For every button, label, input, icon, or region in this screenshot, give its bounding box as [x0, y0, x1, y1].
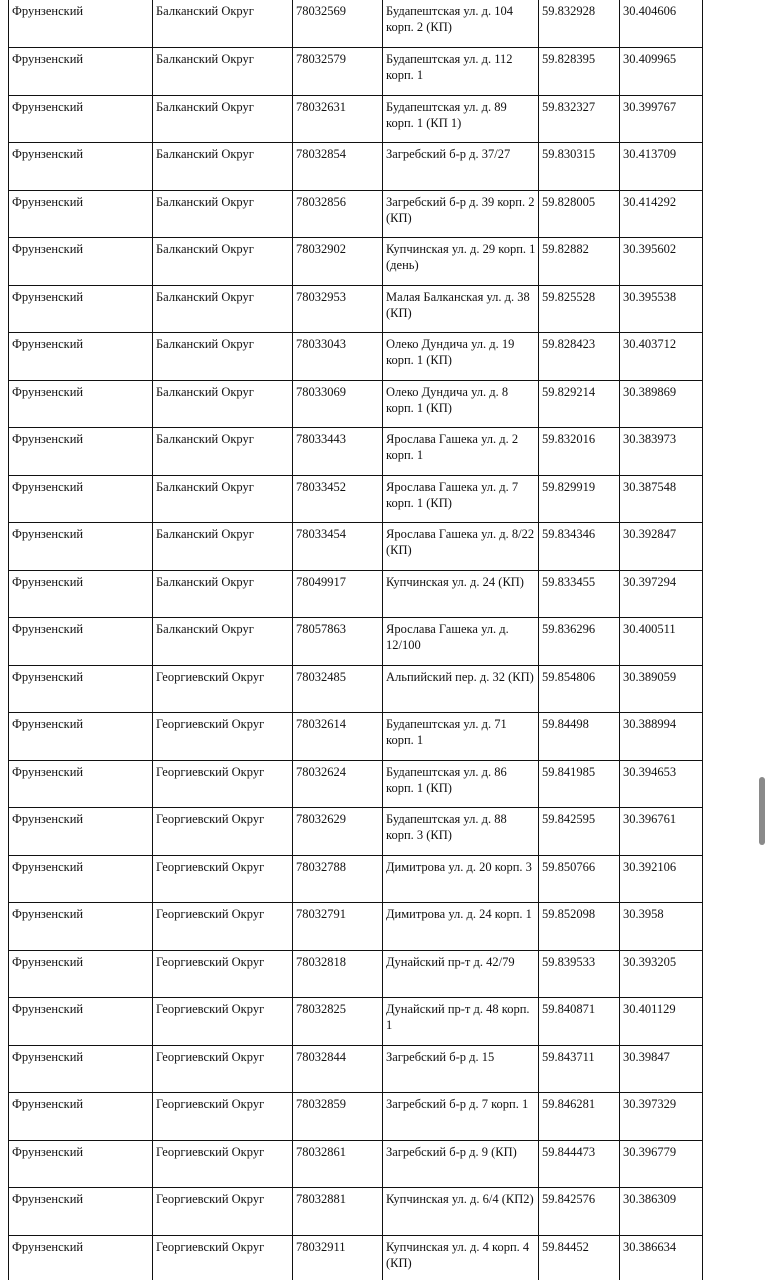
longitude-cell: 30.395602: [620, 238, 703, 286]
table-row: [9, 998, 703, 1046]
table-row: [9, 238, 703, 286]
id-cell: 78032631: [293, 95, 383, 143]
district-cell: Фрунзенский: [9, 523, 153, 571]
latitude-cell: 59.850766: [539, 855, 620, 903]
okrug-cell: Георгиевский Округ: [153, 998, 293, 1046]
id-cell: 78032902: [293, 238, 383, 286]
longitude-cell: 30.389059: [620, 665, 703, 713]
table-row: [9, 808, 703, 856]
okrug-cell: Георгиевский Округ: [153, 1093, 293, 1141]
district-cell: Фрунзенский: [9, 950, 153, 998]
district-cell: Фрунзенский: [9, 665, 153, 713]
longitude-cell: 30.392847: [620, 523, 703, 571]
okrug-cell: Георгиевский Округ: [153, 1235, 293, 1280]
id-cell: 78032861: [293, 1140, 383, 1188]
id-cell: 78032485: [293, 665, 383, 713]
latitude-cell: 59.828423: [539, 333, 620, 381]
longitude-cell: 30.397329: [620, 1093, 703, 1141]
table-row: [9, 143, 703, 191]
address-cell: Будапештская ул. д. 104 корп. 2 (КП): [383, 0, 539, 48]
district-cell: Фрунзенский: [9, 760, 153, 808]
latitude-cell: 59.841985: [539, 760, 620, 808]
longitude-cell: 30.389869: [620, 380, 703, 428]
latitude-cell: 59.844473: [539, 1140, 620, 1188]
address-cell: Дунайский пр-т д. 42/79: [383, 950, 539, 998]
okrug-cell: Балканский Округ: [153, 190, 293, 238]
district-cell: Фрунзенский: [9, 285, 153, 333]
district-cell: Фрунзенский: [9, 428, 153, 476]
longitude-cell: 30.392106: [620, 855, 703, 903]
district-cell: Фрунзенский: [9, 48, 153, 96]
longitude-cell: 30.400511: [620, 618, 703, 666]
address-cell: Будапештская ул. д. 88 корп. 3 (КП): [383, 808, 539, 856]
id-cell: 78032629: [293, 808, 383, 856]
district-cell: Фрунзенский: [9, 998, 153, 1046]
address-cell: Ярослава Гашека ул. д. 8/22 (КП): [383, 523, 539, 571]
district-cell: Фрунзенский: [9, 475, 153, 523]
longitude-cell: 30.401129: [620, 998, 703, 1046]
table-row: [9, 190, 703, 238]
latitude-cell: 59.833455: [539, 570, 620, 618]
id-cell: 78032624: [293, 760, 383, 808]
id-cell: 78049917: [293, 570, 383, 618]
district-cell: Фрунзенский: [9, 713, 153, 761]
longitude-cell: 30.395538: [620, 285, 703, 333]
okrug-cell: Георгиевский Округ: [153, 855, 293, 903]
address-cell: Альпийский пер. д. 32 (КП): [383, 665, 539, 713]
address-cell: Дунайский пр-т д. 48 корп. 1: [383, 998, 539, 1046]
id-cell: 78032854: [293, 143, 383, 191]
table-row: [9, 1093, 703, 1141]
longitude-cell: 30.383973: [620, 428, 703, 476]
latitude-cell: 59.842595: [539, 808, 620, 856]
longitude-cell: 30.404606: [620, 0, 703, 48]
okrug-cell: Балканский Округ: [153, 285, 293, 333]
id-cell: 78032859: [293, 1093, 383, 1141]
district-cell: Фрунзенский: [9, 190, 153, 238]
table-row: [9, 48, 703, 96]
longitude-cell: 30.409965: [620, 48, 703, 96]
table-row: [9, 713, 703, 761]
latitude-cell: 59.830315: [539, 143, 620, 191]
okrug-cell: Балканский Округ: [153, 475, 293, 523]
table-row: [9, 333, 703, 381]
latitude-cell: 59.839533: [539, 950, 620, 998]
table-body: [9, 0, 703, 1280]
latitude-cell: 59.843711: [539, 1045, 620, 1093]
id-cell: 78032791: [293, 903, 383, 951]
table-row: [9, 428, 703, 476]
okrug-cell: Балканский Округ: [153, 238, 293, 286]
longitude-cell: 30.387548: [620, 475, 703, 523]
id-cell: 78032825: [293, 998, 383, 1046]
address-cell: Купчинская ул. д. 24 (КП): [383, 570, 539, 618]
latitude-cell: 59.828005: [539, 190, 620, 238]
longitude-cell: 30.386634: [620, 1235, 703, 1280]
address-cell: Будапештская ул. д. 112 корп. 1: [383, 48, 539, 96]
longitude-cell: 30.386309: [620, 1188, 703, 1236]
table-row: [9, 950, 703, 998]
id-cell: 78032881: [293, 1188, 383, 1236]
latitude-cell: 59.834346: [539, 523, 620, 571]
okrug-cell: Балканский Округ: [153, 618, 293, 666]
table-row: [9, 380, 703, 428]
okrug-cell: Балканский Округ: [153, 428, 293, 476]
longitude-cell: 30.397294: [620, 570, 703, 618]
latitude-cell: 59.840871: [539, 998, 620, 1046]
latitude-cell: 59.842576: [539, 1188, 620, 1236]
table-row: [9, 903, 703, 951]
id-cell: 78032614: [293, 713, 383, 761]
address-cell: Ярослава Гашека ул. д. 7 корп. 1 (КП): [383, 475, 539, 523]
address-cell: Будапештская ул. д. 71 корп. 1: [383, 713, 539, 761]
address-cell: Малая Балканская ул. д. 38 (КП): [383, 285, 539, 333]
address-cell: Ярослава Гашека ул. д. 12/100: [383, 618, 539, 666]
okrug-cell: Балканский Округ: [153, 95, 293, 143]
table-row: [9, 760, 703, 808]
id-cell: 78032844: [293, 1045, 383, 1093]
latitude-cell: 59.854806: [539, 665, 620, 713]
id-cell: 78033069: [293, 380, 383, 428]
table-row: [9, 1045, 703, 1093]
okrug-cell: Балканский Округ: [153, 333, 293, 381]
table-row: [9, 618, 703, 666]
table-row: [9, 855, 703, 903]
address-cell: Загребский б-р д. 15: [383, 1045, 539, 1093]
table-row: [9, 285, 703, 333]
id-cell: 78033452: [293, 475, 383, 523]
district-cell: Фрунзенский: [9, 903, 153, 951]
district-cell: Фрунзенский: [9, 618, 153, 666]
table-row: [9, 1235, 703, 1280]
okrug-cell: Георгиевский Округ: [153, 1045, 293, 1093]
address-cell: Купчинская ул. д. 6/4 (КП2): [383, 1188, 539, 1236]
latitude-cell: 59.832928: [539, 0, 620, 48]
okrug-cell: Балканский Округ: [153, 570, 293, 618]
district-cell: Фрунзенский: [9, 0, 153, 48]
okrug-cell: Балканский Округ: [153, 523, 293, 571]
longitude-cell: 30.388994: [620, 713, 703, 761]
address-cell: Ярослава Гашека ул. д. 2 корп. 1: [383, 428, 539, 476]
id-cell: 78033043: [293, 333, 383, 381]
okrug-cell: Георгиевский Округ: [153, 713, 293, 761]
id-cell: 78032856: [293, 190, 383, 238]
address-cell: Загребский б-р д. 39 корп. 2 (КП): [383, 190, 539, 238]
latitude-cell: 59.836296: [539, 618, 620, 666]
district-cell: Фрунзенский: [9, 1188, 153, 1236]
table-row: [9, 95, 703, 143]
district-cell: Фрунзенский: [9, 95, 153, 143]
okrug-cell: Георгиевский Округ: [153, 760, 293, 808]
table-row: [9, 570, 703, 618]
latitude-cell: 59.828395: [539, 48, 620, 96]
okrug-cell: Балканский Округ: [153, 0, 293, 48]
longitude-cell: 30.396779: [620, 1140, 703, 1188]
latitude-cell: 59.852098: [539, 903, 620, 951]
okrug-cell: Георгиевский Округ: [153, 950, 293, 998]
district-cell: Фрунзенский: [9, 855, 153, 903]
latitude-cell: 59.829919: [539, 475, 620, 523]
longitude-cell: 30.403712: [620, 333, 703, 381]
table-row: [9, 475, 703, 523]
district-cell: Фрунзенский: [9, 570, 153, 618]
address-cell: Загребский б-р д. 37/27: [383, 143, 539, 191]
longitude-cell: 30.39847: [620, 1045, 703, 1093]
longitude-cell: 30.3958: [620, 903, 703, 951]
district-cell: Фрунзенский: [9, 143, 153, 191]
okrug-cell: Балканский Округ: [153, 380, 293, 428]
address-cell: Будапештская ул. д. 89 корп. 1 (КП 1): [383, 95, 539, 143]
address-cell: Олеко Дундича ул. д. 19 корп. 1 (КП): [383, 333, 539, 381]
longitude-cell: 30.414292: [620, 190, 703, 238]
longitude-cell: 30.399767: [620, 95, 703, 143]
table-row: [9, 1140, 703, 1188]
vertical-scrollbar[interactable]: [759, 777, 765, 845]
district-cell: Фрунзенский: [9, 333, 153, 381]
district-cell: Фрунзенский: [9, 1045, 153, 1093]
district-cell: Фрунзенский: [9, 1235, 153, 1280]
id-cell: 78033454: [293, 523, 383, 571]
okrug-cell: Балканский Округ: [153, 48, 293, 96]
address-cell: Олеко Дундича ул. д. 8 корп. 1 (КП): [383, 380, 539, 428]
id-cell: 78032569: [293, 0, 383, 48]
okrug-cell: Балканский Округ: [153, 143, 293, 191]
longitude-cell: 30.413709: [620, 143, 703, 191]
district-cell: Фрунзенский: [9, 238, 153, 286]
address-cell: Купчинская ул. д. 29 корп. 1 (день): [383, 238, 539, 286]
table-row: [9, 665, 703, 713]
latitude-cell: 59.832327: [539, 95, 620, 143]
address-table: [8, 0, 703, 1280]
district-cell: Фрунзенский: [9, 1093, 153, 1141]
address-cell: Загребский б-р д. 7 корп. 1: [383, 1093, 539, 1141]
longitude-cell: 30.396761: [620, 808, 703, 856]
longitude-cell: 30.393205: [620, 950, 703, 998]
address-cell: Загребский б-р д. 9 (КП): [383, 1140, 539, 1188]
id-cell: 78032953: [293, 285, 383, 333]
latitude-cell: 59.832016: [539, 428, 620, 476]
address-cell: Будапештская ул. д. 86 корп. 1 (КП): [383, 760, 539, 808]
okrug-cell: Георгиевский Округ: [153, 1188, 293, 1236]
address-cell: Димитрова ул. д. 20 корп. 3: [383, 855, 539, 903]
latitude-cell: 59.846281: [539, 1093, 620, 1141]
okrug-cell: Георгиевский Округ: [153, 808, 293, 856]
district-cell: Фрунзенский: [9, 1140, 153, 1188]
latitude-cell: 59.829214: [539, 380, 620, 428]
address-cell: Димитрова ул. д. 24 корп. 1: [383, 903, 539, 951]
table-row: [9, 0, 703, 48]
id-cell: 78032911: [293, 1235, 383, 1280]
okrug-cell: Георгиевский Округ: [153, 1140, 293, 1188]
id-cell: 78032818: [293, 950, 383, 998]
longitude-cell: 30.394653: [620, 760, 703, 808]
latitude-cell: 59.84498: [539, 713, 620, 761]
latitude-cell: 59.825528: [539, 285, 620, 333]
district-cell: Фрунзенский: [9, 808, 153, 856]
id-cell: 78057863: [293, 618, 383, 666]
okrug-cell: Георгиевский Округ: [153, 903, 293, 951]
latitude-cell: 59.82882: [539, 238, 620, 286]
address-cell: Купчинская ул. д. 4 корп. 4 (КП): [383, 1235, 539, 1280]
id-cell: 78033443: [293, 428, 383, 476]
id-cell: 78032788: [293, 855, 383, 903]
table-row: [9, 523, 703, 571]
id-cell: 78032579: [293, 48, 383, 96]
table-row: [9, 1188, 703, 1236]
latitude-cell: 59.84452: [539, 1235, 620, 1280]
district-cell: Фрунзенский: [9, 380, 153, 428]
okrug-cell: Георгиевский Округ: [153, 665, 293, 713]
